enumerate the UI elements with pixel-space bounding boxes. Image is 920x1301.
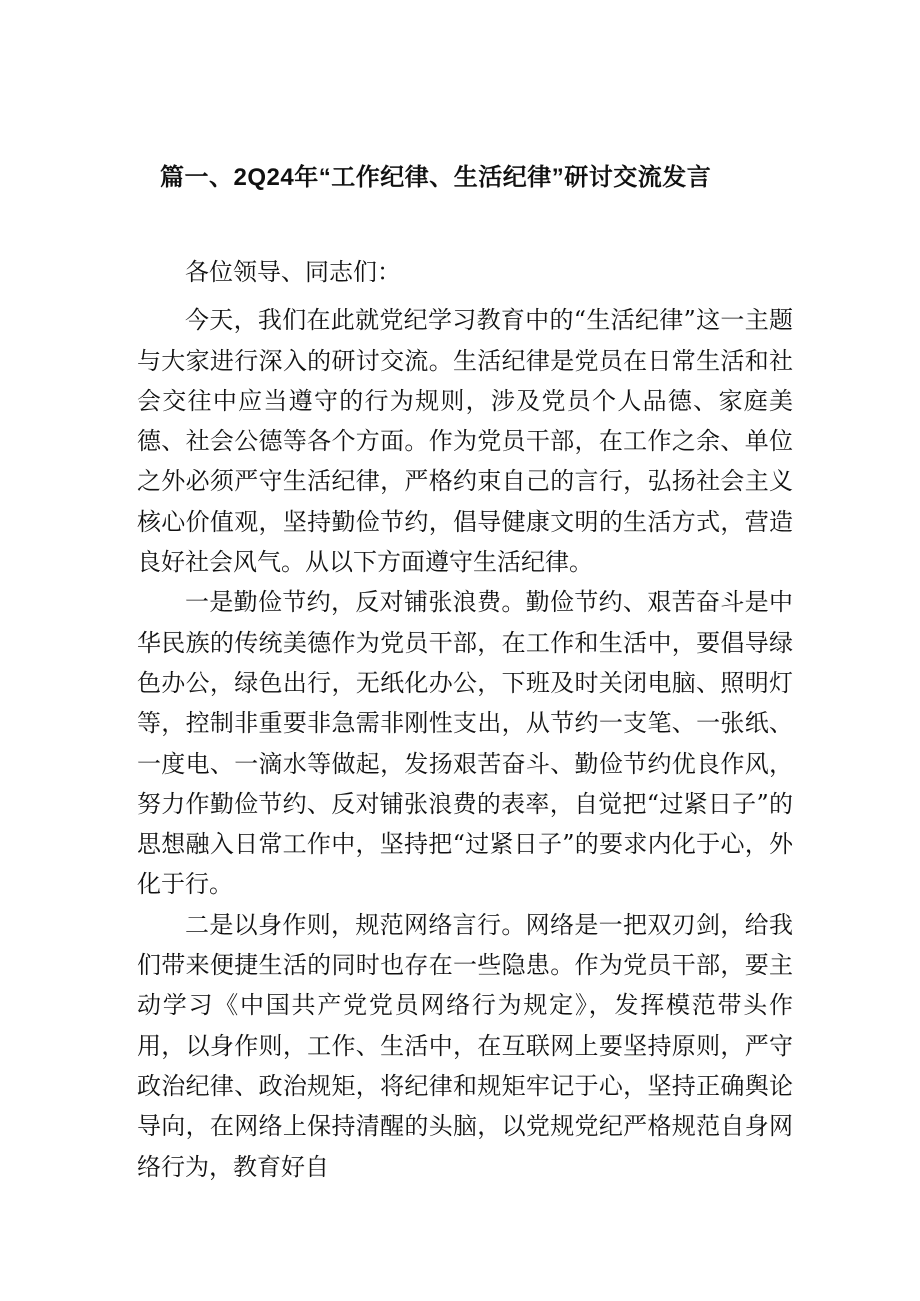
paragraph-thrift: 一是勤俭节约，反对铺张浪费。勤俭节约、艰苦奋斗是中华民族的传统美德作为党员干部，在工作和生活中，要倡导绿色办公，绿色出行，无纸化办公，下班及时关闭电脑、照明灯等，控制非重要非急需非刚性支出，从节约一支笔、一张纸、一度电、一滴水等做起，发扬艰苦奋斗、勤俭节约优良作风，努力作勤俭节约、反对铺张浪费的表率，自觉把“过紧日子”的思想融入日常工作中，坚持把“过紧日子”的要求内化于心，外化于行。 (137, 588, 793, 899)
document-title: 篇一、2Q24年“工作纪律、生活纪律”研讨交流发言 (160, 164, 712, 191)
salutation: 各位领导、同志们： (185, 258, 401, 286)
paragraph-intro: 今天，我们在此就党纪学习教育中的“生活纪律”这一主题与大家进行深入的研讨交流。生活纪律是党员在日常生活和社会交往中应当遵守的行为规则，涉及党员个人品德、家庭美德、社会公德等各个方面。作为党员干部，在工作之余、单位之外必须严守生活纪律，严格约束自己的言行，弘扬社会主义核心价值观，坚持勤俭节约，倡导健康文明的生活方式，营造良好社会风气。从以下方面遵守生活纪律。 (137, 306, 793, 577)
document-body (137, 252, 793, 1187)
paragraph-online-conduct: 二是以身作则，规范网络言行。网络是一把双刃剑，给我们带来便捷生活的同时也存在一些隐患。作为党员干部，要主动学习《中国共产党党员网络行为规定》，发挥模范带头作用，以身作则，工作、生活中，在互联网上要坚持原则，严守政治纪律、政治规矩，将纪律和规矩牢记于心，坚持正确舆论导向，在网络上保持清醒的头脑，以党规党纪严格规范自身网络行为，教育好自 (137, 910, 793, 1181)
